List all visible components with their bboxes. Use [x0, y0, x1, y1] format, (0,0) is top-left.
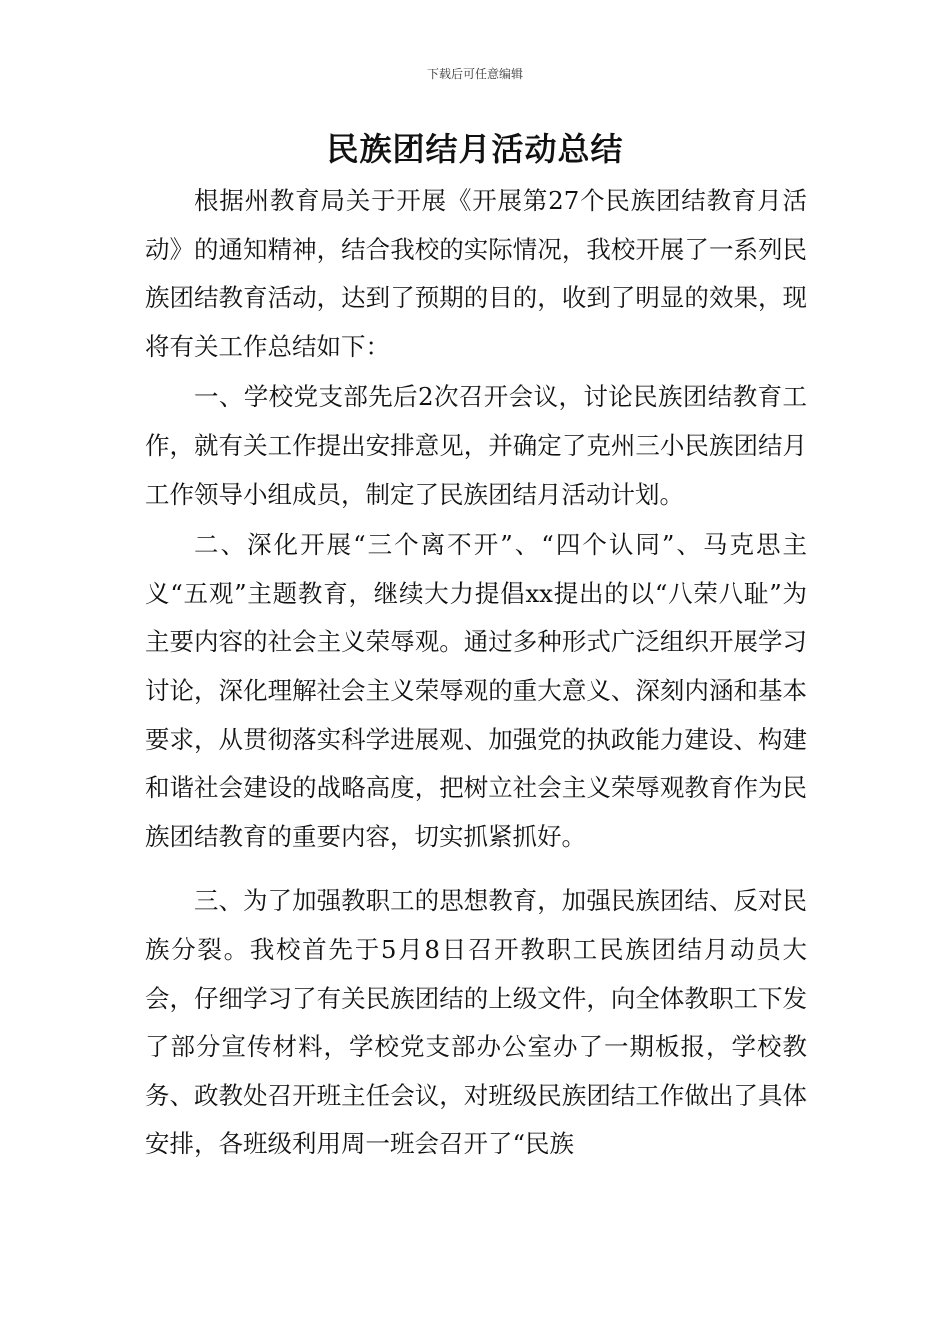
- document-body: [145, 177, 807, 1169]
- header-note: 下载后可任意编辑: [426, 67, 523, 81]
- paragraph-section-1: 一、学校党支部先后2次召开会议，讨论民族团结教育工作，就有关工作提出安排意见，并确定了克州三小民族团结月工作领导小组成员，制定了民族团结月活动计划。: [145, 382, 807, 509]
- paragraph-intro: 根据州教育局关于开展《开展第27个民族团结教育月活动》的通知精神，结合我校的实际情况，我校开展了一系列民族团结教育活动，达到了预期的目的，收到了明显的效果，现将有关工作总结如下：: [145, 186, 807, 361]
- paragraph-section-2: 二、深化开展“三个离不开”、“四个认同”、马克思主义“五观”主题教育，继续大力提倡xx提出的以“八荣八耻”为主要内容的社会主义荣辱观。通过多种形式广泛组织开展学习讨论，深化理解社会主义荣辱观的重大意义、深刻内涵和基本要求，从贯彻落实科学进展观、加强党的执政能力建设、构建和谐社会建设的战略高度，把树立社会主义荣辱观教育作为民族团结教育的重要内容，切实抓紧抓好。: [145, 530, 807, 851]
- paragraph-section-3: 三、为了加强教职工的思想教育，加强民族团结、反对民族分裂。我校首先于5月8日召开教职工民族团结月动员大会，仔细学习了有关民族团结的上级文件，向全体教职工下发了部分宣传材料，学校党支部办公室办了一期板报，学校教务、政教处召开班主任会议，对班级民族团结工作做出了具体安排，各班级利用周一班会召开了“民族: [145, 886, 807, 1159]
- document-title: 民族团结月活动总结: [326, 130, 624, 168]
